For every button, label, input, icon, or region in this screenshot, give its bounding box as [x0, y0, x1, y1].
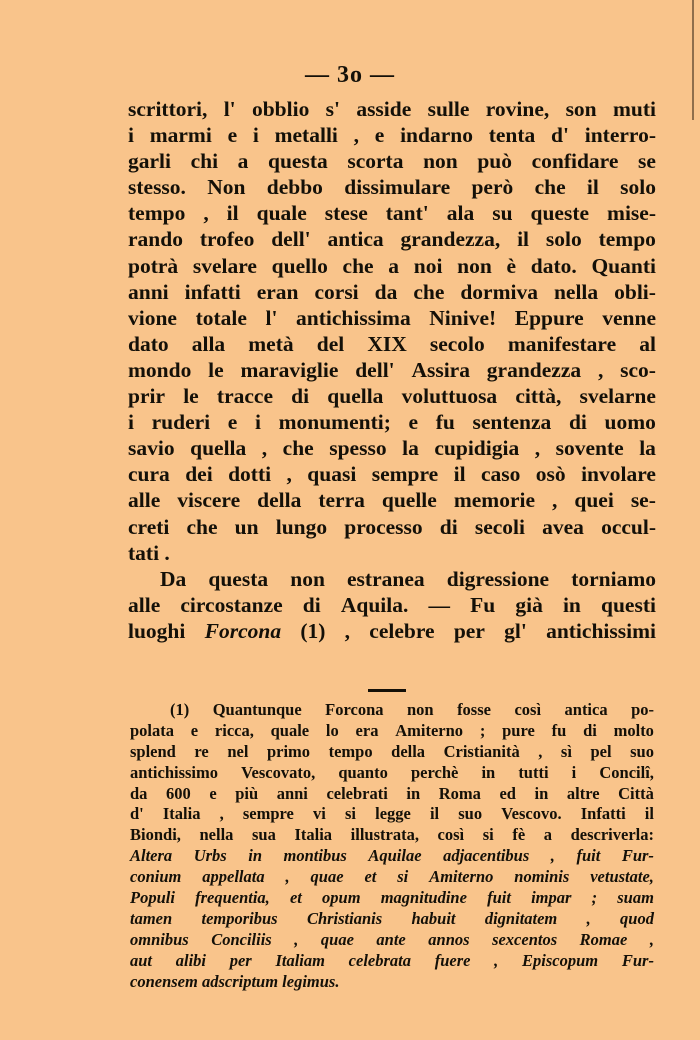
text-line: potrà svelare quello che a noi non è dato. Quanti — [128, 253, 656, 278]
text-line: anni infatti eran corsi da che dormiva nella obli- — [128, 279, 656, 304]
footnote-line: polata e ricca, quale lo era Amiterno ; pure fu di molto — [130, 720, 654, 740]
footnote-line: Altera Urbs in montibus Aquilae adjacentibus , fuit Fur- — [130, 846, 654, 866]
text-line: creti che un lungo processo di secoli avea occul- — [128, 514, 656, 539]
footnote-line: da 600 e più anni celebrati in Roma ed in altre Città — [130, 783, 654, 803]
footnote-line: conensem adscriptum legimus. — [130, 971, 340, 991]
text-line: cura dei dotti , quasi sempre il caso osò involare — [128, 462, 656, 487]
text-line: vione totale l' antichissima Ninive! Eppure venne — [128, 305, 656, 330]
footnote-separator — [368, 689, 406, 692]
text-line: i marmi e i metalli , e indarno tenta d' interro- — [128, 123, 656, 148]
text-line: prir le tracce di quella voluttuosa città, svelarne — [128, 384, 656, 409]
text-line: luoghi Forcona (1) , celebre per gl' antichissimi — [128, 618, 656, 643]
text-line: rando trofeo dell' antica grandezza, il solo tempo — [128, 227, 656, 252]
text-line: garli chi a questa scorta non può confidare se — [128, 149, 656, 174]
footnote-line: aut alibi per Italiam celebrata fuere , Episcopum Fur- — [130, 950, 654, 970]
text-line: i ruderi e i monumenti; e fu sentenza di uomo — [128, 410, 656, 435]
footnote-line: (1) Quantunque Forcona non fosse così antica po- — [170, 700, 654, 719]
text-line: dato alla metà del XIX secolo manifestare al — [128, 331, 656, 356]
text-line: alle viscere della terra quelle memorie , quei se- — [128, 488, 656, 513]
footnote-line: Populi frequentia, et opum magnitudine fuit impar ; suam — [130, 888, 654, 908]
page-number: — 3o — — [305, 62, 395, 88]
text-line: savio quella , che spesso la cupidigia , sovente la — [128, 436, 656, 461]
text-line: tempo , il quale stese tant' ala su queste mise- — [128, 201, 656, 226]
text-line: alle circostanze di Aquila. — Fu già in questi — [128, 592, 656, 617]
footnote-line: Biondi, nella sua Italia illustrata, così si fè a descriverla: — [130, 825, 654, 845]
footnote-line: antichissimo Vescovato, quanto perchè in tutti i Concilî, — [130, 762, 654, 782]
footnote-line: omnibus Conciliis , quae ante annos sexcentos Romae , — [130, 929, 654, 949]
footnote-line: d' Italia , sempre vi si legge il suo Vescovo. Infatti il — [130, 804, 654, 824]
main-text — [128, 96, 656, 644]
footnote-line: conium appellata , quae et si Amiterno nominis vetustate, — [130, 867, 654, 887]
footnote — [130, 700, 654, 992]
text-line: scrittori, l' obblio s' asside sulle rovine, son muti — [128, 97, 656, 121]
footnote-line: tamen temporibus Christianis habuit dignitatem , quod — [130, 908, 654, 928]
footnote-line: splend re nel primo tempo della Cristianità , sì pel suo — [130, 741, 654, 761]
text-line: stesso. Non debbo dissimulare però che il solo — [128, 175, 656, 200]
text-line: Da questa non estranea digressione torniamo — [160, 566, 656, 591]
page-edge-rule — [692, 0, 694, 120]
text-line: tati . — [128, 540, 170, 565]
text-line: mondo le maraviglie dell' Assira grandezza , sco- — [128, 357, 656, 382]
